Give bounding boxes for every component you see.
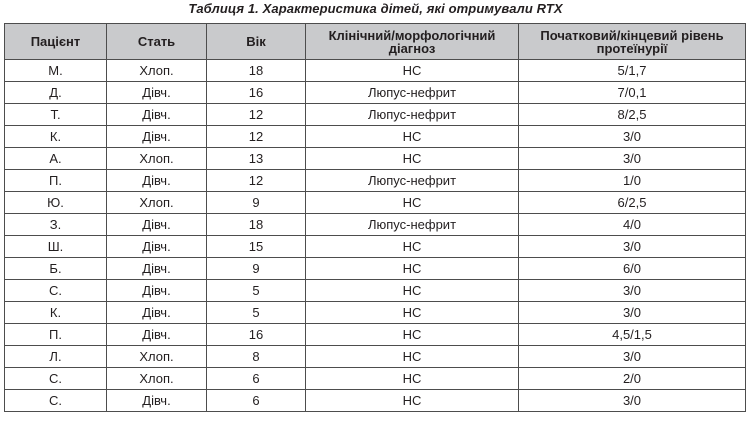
table-row: [5, 346, 746, 368]
table-caption: Таблиця 1. Характеристика дітей, які отримували RTX: [188, 1, 563, 16]
cell-sex: Дівч.: [107, 126, 207, 148]
cell-proteinuria: 3/0: [519, 280, 746, 302]
cell-age: 15: [207, 236, 306, 258]
cell-patient: С.: [5, 368, 107, 390]
cell-age: 5: [207, 280, 306, 302]
cell-sex: Дівч.: [107, 214, 207, 236]
table-row: [5, 324, 746, 346]
cell-patient: К.: [5, 126, 107, 148]
cell-proteinuria: 3/0: [519, 390, 746, 412]
table-row: [5, 192, 746, 214]
cell-diagnosis: НС: [306, 324, 519, 346]
cell-patient: С.: [5, 280, 107, 302]
cell-patient: П.: [5, 324, 107, 346]
table-row: [5, 258, 746, 280]
cell-sex: Хлоп.: [107, 368, 207, 390]
cell-sex: Хлоп.: [107, 148, 207, 170]
cell-sex: Дівч.: [107, 302, 207, 324]
cell-proteinuria: 3/0: [519, 346, 746, 368]
cell-age: 6: [207, 390, 306, 412]
header-proteinuria: Початковий/кінцевий рівень протеїнурії: [519, 24, 746, 60]
cell-sex: Дівч.: [107, 324, 207, 346]
table-row: [5, 170, 746, 192]
header-patient: Пацієнт: [5, 24, 107, 60]
table-row: [5, 236, 746, 258]
table-row: [5, 60, 746, 82]
cell-proteinuria: 3/0: [519, 148, 746, 170]
cell-proteinuria: 7/0,1: [519, 82, 746, 104]
table-row: [5, 368, 746, 390]
cell-proteinuria: 3/0: [519, 236, 746, 258]
cell-diagnosis: НС: [306, 280, 519, 302]
cell-diagnosis: НС: [306, 192, 519, 214]
cell-patient: С.: [5, 390, 107, 412]
cell-diagnosis: НС: [306, 258, 519, 280]
cell-age: 6: [207, 368, 306, 390]
cell-patient: К.: [5, 302, 107, 324]
table-row: [5, 214, 746, 236]
cell-sex: Дівч.: [107, 390, 207, 412]
cell-sex: Дівч.: [107, 170, 207, 192]
cell-sex: Дівч.: [107, 82, 207, 104]
cell-diagnosis: НС: [306, 60, 519, 82]
cell-patient: Т.: [5, 104, 107, 126]
cell-patient: Ш.: [5, 236, 107, 258]
cell-patient: З.: [5, 214, 107, 236]
patients-table: [4, 23, 746, 412]
table-row: [5, 104, 746, 126]
cell-age: 12: [207, 170, 306, 192]
cell-age: 12: [207, 126, 306, 148]
cell-proteinuria: 6/0: [519, 258, 746, 280]
cell-patient: Д.: [5, 82, 107, 104]
cell-proteinuria: 6/2,5: [519, 192, 746, 214]
cell-diagnosis: Люпус-нефрит: [306, 82, 519, 104]
cell-age: 13: [207, 148, 306, 170]
cell-proteinuria: 4,5/1,5: [519, 324, 746, 346]
cell-proteinuria: 3/0: [519, 126, 746, 148]
cell-age: 5: [207, 302, 306, 324]
cell-age: 12: [207, 104, 306, 126]
cell-patient: Л.: [5, 346, 107, 368]
cell-diagnosis: НС: [306, 126, 519, 148]
cell-patient: Ю.: [5, 192, 107, 214]
cell-age: 16: [207, 324, 306, 346]
cell-diagnosis: НС: [306, 148, 519, 170]
table-row: [5, 390, 746, 412]
cell-proteinuria: 8/2,5: [519, 104, 746, 126]
header-sex: Стать: [107, 24, 207, 60]
cell-diagnosis: Люпус-нефрит: [306, 214, 519, 236]
cell-proteinuria: 1/0: [519, 170, 746, 192]
cell-proteinuria: 5/1,7: [519, 60, 746, 82]
cell-diagnosis: НС: [306, 302, 519, 324]
cell-sex: Хлоп.: [107, 60, 207, 82]
cell-age: 16: [207, 82, 306, 104]
table-row: [5, 302, 746, 324]
table-row: [5, 126, 746, 148]
cell-patient: Б.: [5, 258, 107, 280]
cell-sex: Дівч.: [107, 236, 207, 258]
cell-diagnosis: Люпус-нефрит: [306, 170, 519, 192]
cell-age: 18: [207, 214, 306, 236]
cell-age: 9: [207, 192, 306, 214]
cell-patient: П.: [5, 170, 107, 192]
cell-age: 8: [207, 346, 306, 368]
cell-sex: Дівч.: [107, 258, 207, 280]
header-age: Вік: [207, 24, 306, 60]
cell-age: 18: [207, 60, 306, 82]
cell-diagnosis: НС: [306, 346, 519, 368]
cell-sex: Дівч.: [107, 280, 207, 302]
cell-proteinuria: 4/0: [519, 214, 746, 236]
table-row: [5, 82, 746, 104]
cell-proteinuria: 2/0: [519, 368, 746, 390]
table-row: [5, 148, 746, 170]
cell-patient: А.: [5, 148, 107, 170]
table-header-row: [5, 24, 746, 60]
cell-age: 9: [207, 258, 306, 280]
cell-proteinuria: 3/0: [519, 302, 746, 324]
cell-diagnosis: НС: [306, 368, 519, 390]
cell-sex: Хлоп.: [107, 346, 207, 368]
cell-patient: М.: [5, 60, 107, 82]
cell-sex: Дівч.: [107, 104, 207, 126]
table-row: [5, 280, 746, 302]
cell-diagnosis: Люпус-нефрит: [306, 104, 519, 126]
header-diagnosis: Клінічний/морфологічний діагноз: [306, 24, 519, 60]
cell-diagnosis: НС: [306, 236, 519, 258]
cell-sex: Хлоп.: [107, 192, 207, 214]
table-body: [5, 60, 746, 412]
cell-diagnosis: НС: [306, 390, 519, 412]
